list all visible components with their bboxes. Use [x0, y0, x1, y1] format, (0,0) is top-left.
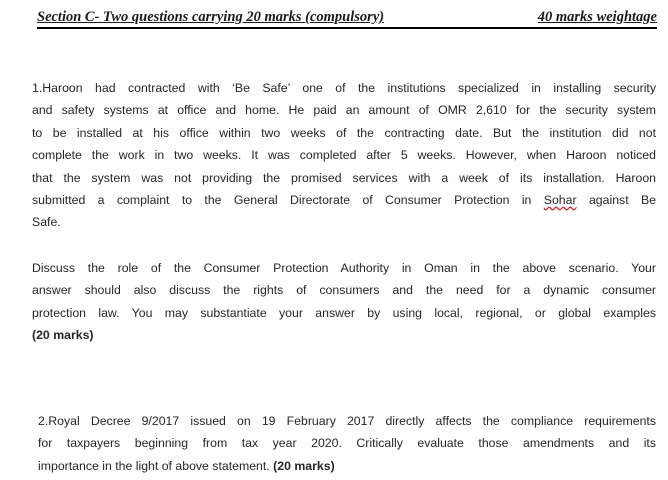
marks-label: (20 marks) — [273, 458, 335, 473]
text-line: that the system was not providing the promised services with a week of its installation. Haroon — [32, 170, 656, 185]
text-line: for taxpayers beginning from tax year 2020. Critically evaluate those amendments and its — [38, 436, 656, 451]
text-line: complete the work in two weeks. It was completed after 5 weeks. However, when Haroon noticed — [32, 148, 656, 163]
text-line: protection law. You may substantiate your answer by using local, regional, or global examples — [32, 305, 656, 320]
text-segment: against Be — [588, 192, 656, 207]
text-line: and safety systems at office and home. He paid an amount of OMR 2,610 for the security system — [32, 103, 656, 118]
section-title: Section C- Two questions carrying 20 marks (compulsory) — [37, 9, 385, 25]
text-line: 2.Royal Decree 9/2017 issued on 19 February 2017 directly affects the compliance requirements — [38, 414, 656, 428]
text-segment: importance in the light of above statement. — [38, 458, 270, 473]
section-header — [37, 8, 657, 29]
marks-label: (20 marks) — [32, 328, 94, 343]
text-line: Discuss the role of the Consumer Protection Authority in Oman in the above scenario. Your — [32, 261, 656, 275]
text-line: answer should also discuss the rights of consumers and the need for a dynamic consumer — [32, 283, 656, 298]
text-segment: submitted a complaint to the General Directorate of Consumer Protection in — [32, 192, 532, 207]
marks-weightage: 40 marks weightage — [537, 9, 657, 25]
text-line: Safe. — [32, 215, 61, 230]
text-line — [38, 455, 656, 477]
text-line: 1.Haroon had contracted with ‘Be Safe’ one of the institutions specialized in installing security — [32, 81, 656, 95]
text-line — [32, 189, 656, 211]
question-1-scenario — [32, 77, 656, 234]
question-1-task — [32, 257, 656, 347]
text-line: to be installed at his office within two weeks of the contracting date. But the institution did not — [32, 125, 656, 140]
question-2 — [38, 410, 656, 477]
spellcheck-flagged-word[interactable]: Sohar — [543, 192, 577, 207]
